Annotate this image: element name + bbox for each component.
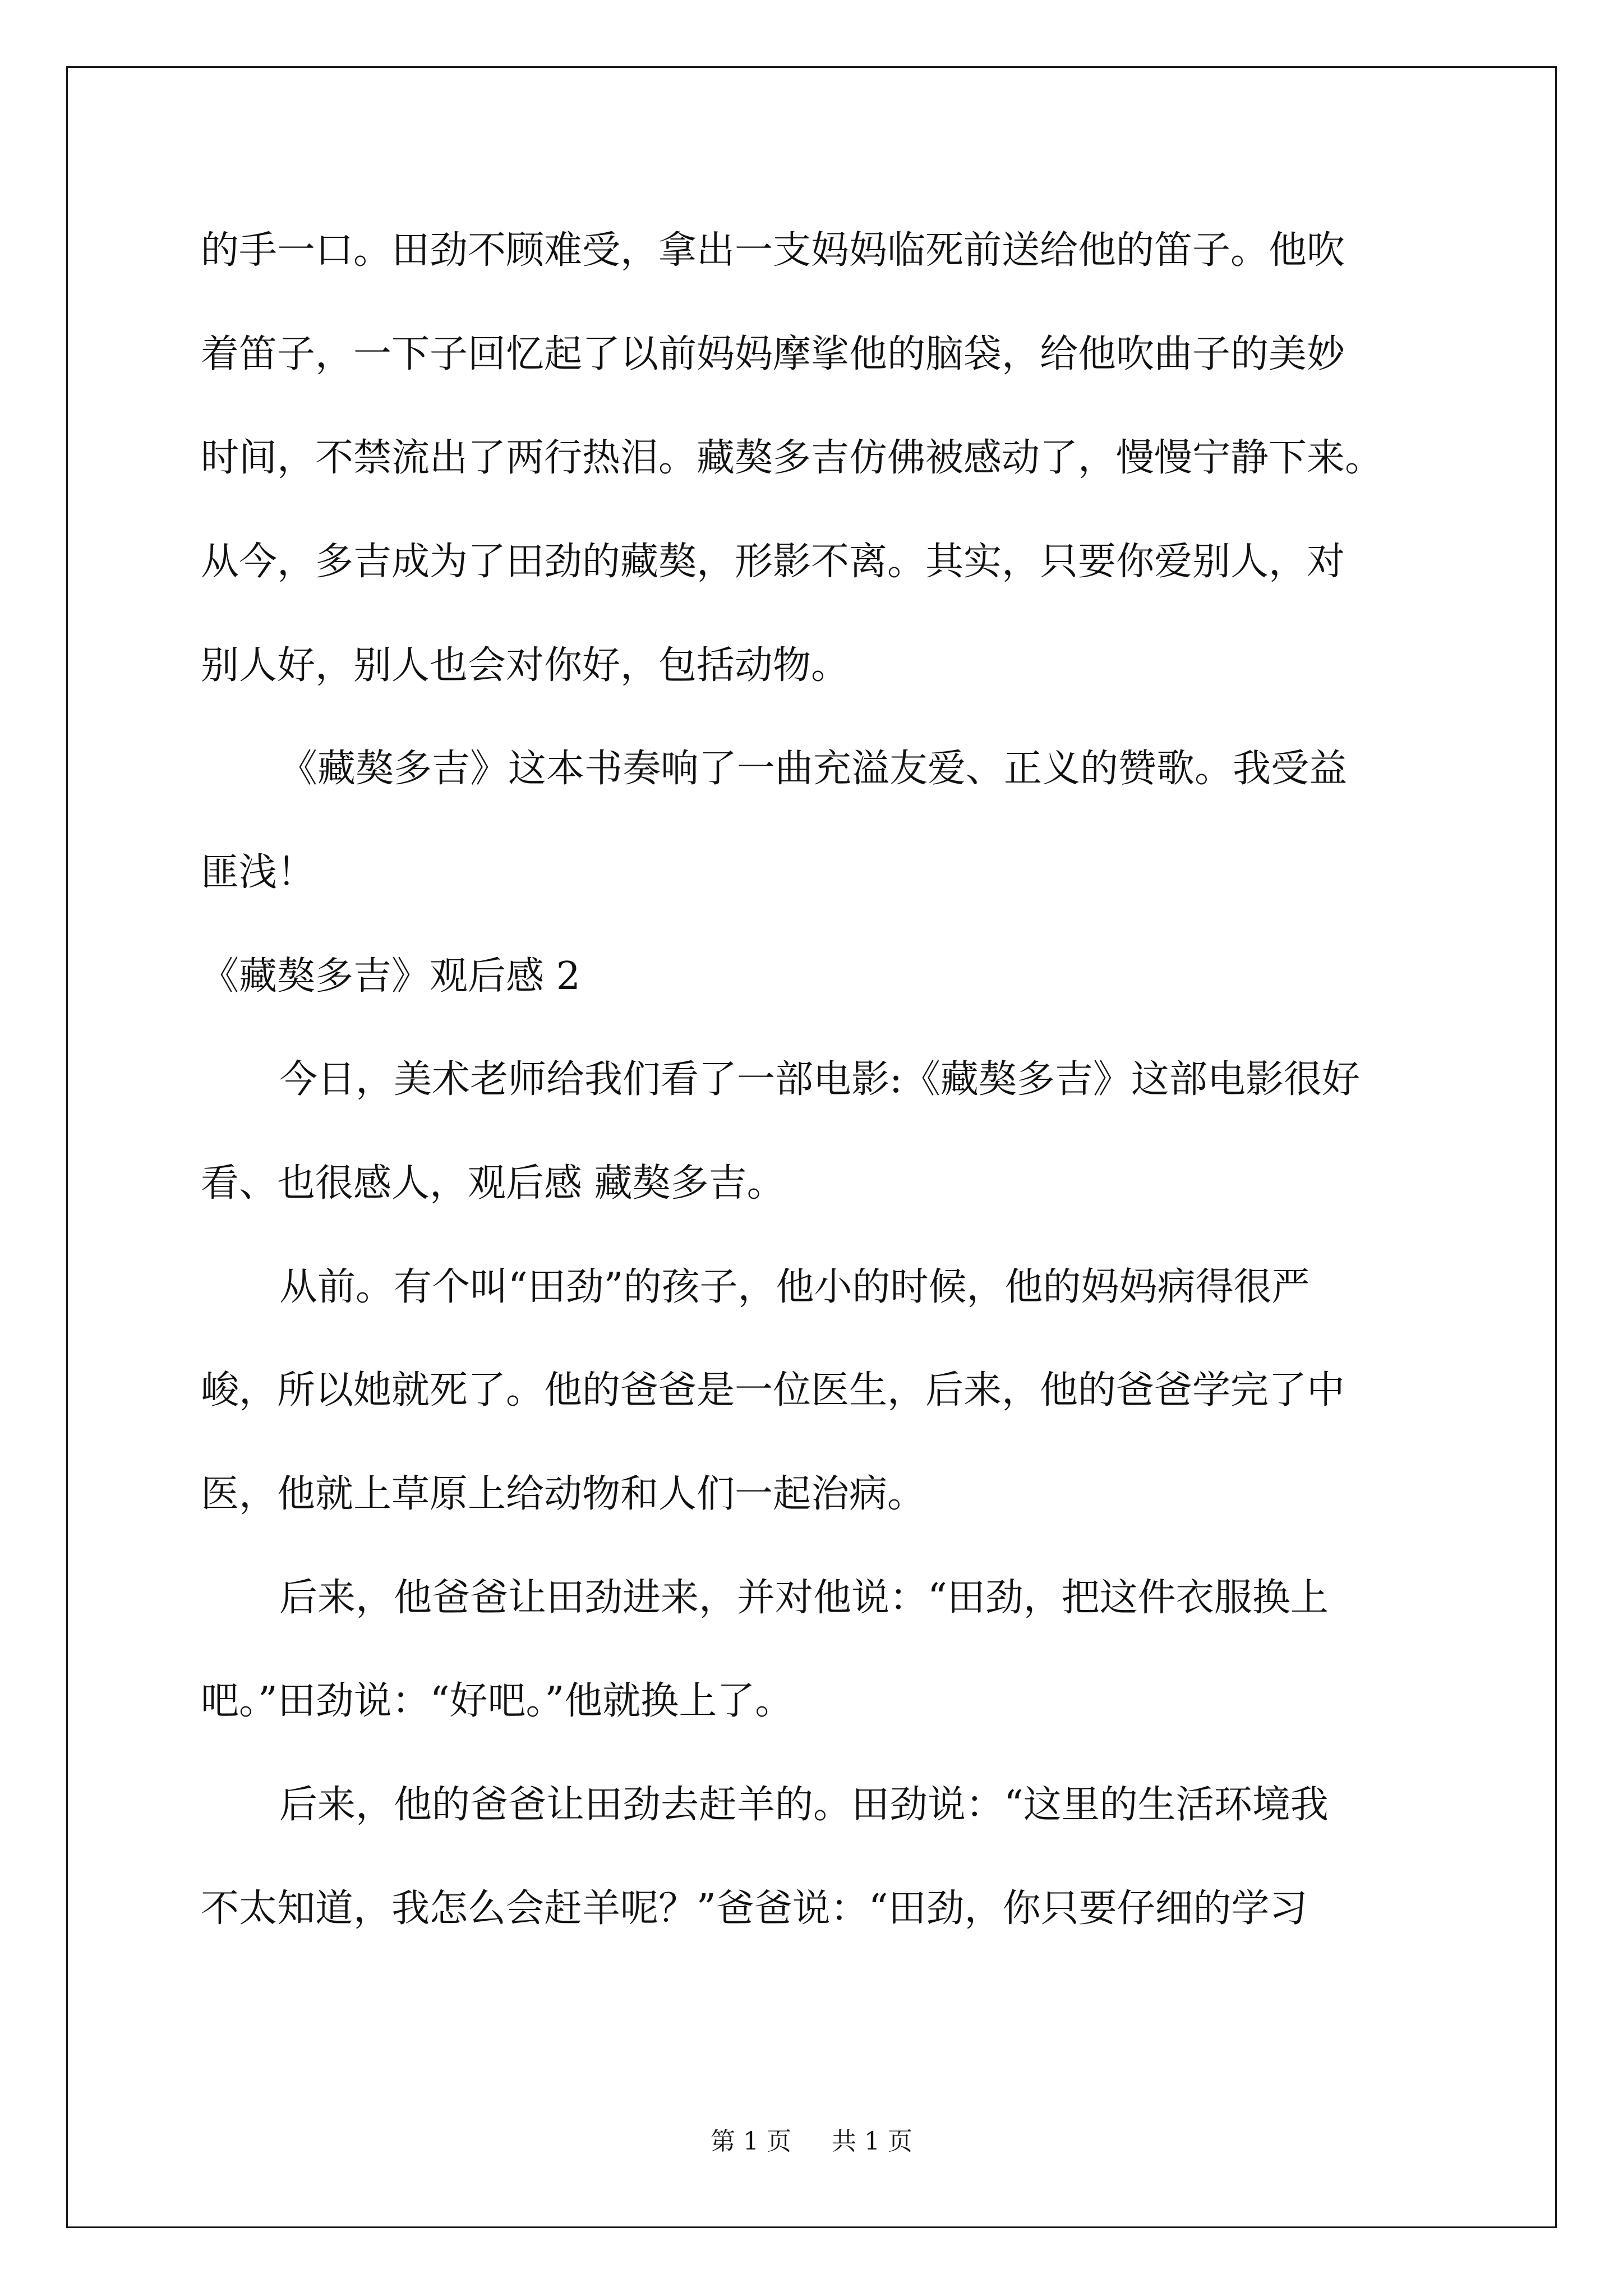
paragraph-line: 的手一口。田劲不顾难受，拿出一支妈妈临死前送给他的笛子。他吹	[201, 228, 1345, 273]
paragraph-line: 后来，他爸爸让田劲进来，并对他说：“田劲，把这件衣服换上	[279, 1576, 1329, 1620]
page-count: 共 1 页	[832, 2127, 912, 2156]
paragraph-line: 吧。”田劲说：“好吧。”他就换上了。	[201, 1679, 794, 1723]
paragraph-line: 着笛子，一下子回忆起了以前妈妈摩挲他的脑袋，给他吹曲子的美妙	[201, 332, 1345, 376]
paragraph-line: 匪浅！	[201, 850, 316, 895]
section-title: 《藏獒多吉》观后感 2	[201, 954, 580, 999]
paragraph-line: 从今，多吉成为了田劲的藏獒，形影不离。其实，只要你爱别人，对	[201, 540, 1345, 584]
paragraph-line: 《藏獒多吉》这本书奏响了一曲充溢友爱、正义的赞歌。我受益	[279, 747, 1348, 791]
page-footer	[0, 2129, 1623, 2154]
paragraph-line: 后来，他的爸爸让田劲去赶羊的。田劲说：“这里的生活环境我	[279, 1783, 1329, 1827]
paragraph-line: 从前。有个叫“田劲”的孩子，他小的时候，他的妈妈病得很严	[279, 1265, 1310, 1309]
paragraph-line: 不太知道，我怎么会赶羊呢？”爸爸说：“田劲，你只要仔细的学习	[201, 1887, 1308, 1931]
paragraph-line: 看、也很感人，观后感 藏獒多吉。	[201, 1161, 785, 1205]
paragraph-line: 医，他就上草原上给动物和人们一起治病。	[201, 1472, 926, 1516]
paragraph-line: 今日，美术老师给我们看了一部电影:《藏獒多吉》这部电影很好	[279, 1057, 1360, 1102]
page-number: 第 1 页	[711, 2127, 791, 2156]
paragraph-line: 时间，不禁流出了两行热泪。藏獒多吉仿佛被感动了，慢慢宁静下来。	[201, 436, 1384, 480]
paragraph-line: 峻，所以她就死了。他的爸爸是一位医生，后来，他的爸爸学完了中	[201, 1368, 1345, 1412]
paragraph-line: 别人好，别人也会对你好，包括动物。	[201, 643, 850, 688]
